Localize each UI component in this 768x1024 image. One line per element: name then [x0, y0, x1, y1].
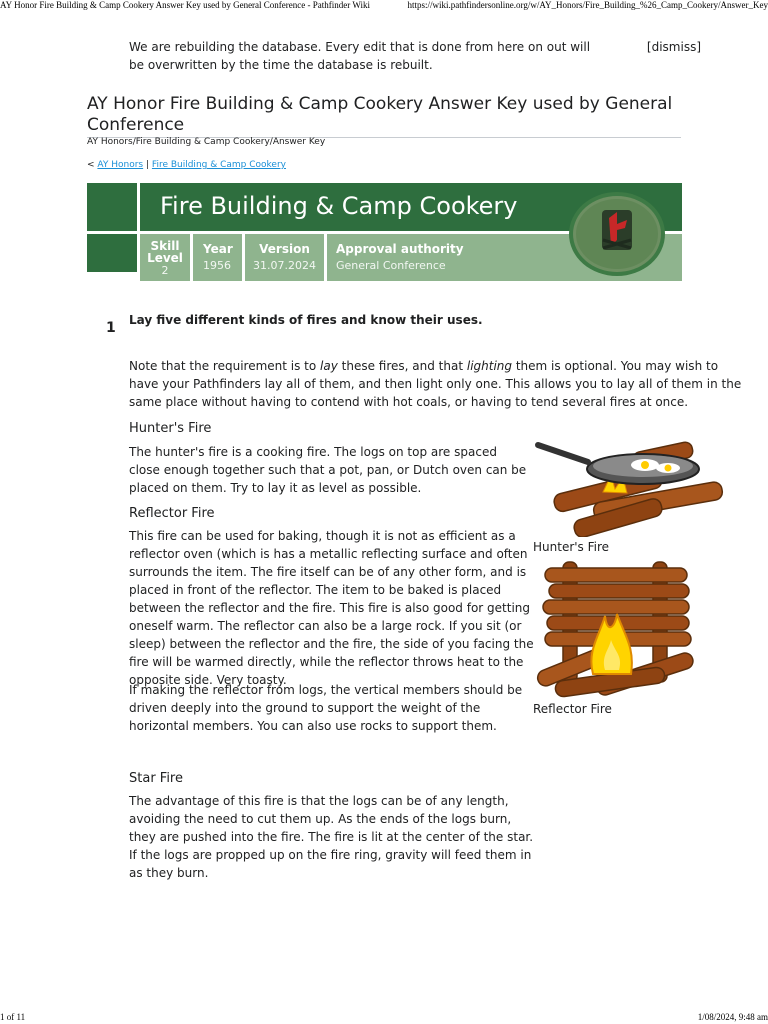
honor-name: Fire Building & Camp Cookery: [160, 192, 518, 220]
print-header-url: https://wiki.pathfindersonline.org/w/AY_Honors/Fire_Building_%26_Camp_Cookery/Answer_Key: [407, 0, 768, 10]
requirement-text: Lay five different kinds of fires and know their uses.: [129, 313, 483, 327]
breadcrumb-link-ay-honors[interactable]: AY Honors: [97, 160, 144, 170]
banner-square-bottom: [87, 234, 137, 272]
skill-level-label: Skill Level: [147, 239, 183, 265]
year-label: Year: [203, 242, 233, 256]
dismiss-link[interactable]: [dismiss]: [646, 40, 701, 54]
breadcrumb-prefix: <: [87, 160, 95, 170]
version-label: Version: [259, 242, 310, 256]
print-header: [0, 0, 768, 12]
banner-square-top: [87, 183, 137, 231]
print-footer: [0, 1012, 768, 1024]
requirement-number: 1: [106, 320, 116, 336]
hunters-fire-text: The hunter's fire is a cooking fire. The logs on top are spaced close enough together such that a pot, pan, or Dutch oven can be placed on them. Try to lay it as level as possible.: [129, 445, 527, 495]
version-cell: [245, 234, 324, 281]
skill-level-value: 2: [161, 264, 169, 277]
approval-value: General Conference: [336, 259, 446, 272]
intro-part3: them is optional. You may wish to have your Pathfinders lay all of them, and then light only one. This allows you to lay all of them in the same place without having to contend with hot coals, or having to tend several fires at once.: [129, 359, 742, 409]
approval-label: Approval authority: [336, 242, 464, 256]
intro-em-lay: lay: [320, 359, 338, 373]
reflector-fire-image: [535, 556, 695, 702]
intro-part2: these fires, and that: [337, 359, 467, 373]
breadcrumb: [87, 160, 286, 170]
honor-patch-icon: [567, 190, 667, 278]
honor-banner: [87, 183, 682, 281]
site-notice-text: We are rebuilding the database. Every edit that is done from here on out will be overwritten by the time the database is rebuilt.: [129, 40, 591, 72]
year-value: 1956: [203, 259, 231, 272]
print-header-title: AY Honor Fire Building & Camp Cookery Answer Key used by General Conference - Pathfinder Wiki: [0, 0, 370, 10]
site-notice: [129, 38, 701, 74]
hunters-fire-heading: Hunter's Fire: [129, 421, 212, 436]
reflector-fire-text-2: If making the reflector from logs, the vertical members should be driven deeply into the ground to support the weight of the horizontal members. You can also use rocks to support them.: [129, 683, 523, 733]
skill-level-cell: [140, 234, 190, 281]
page-title: AY Honor Fire Building & Camp Cookery Answer Key used by General Conference: [87, 94, 681, 138]
breadcrumb-separator: |: [146, 160, 150, 170]
version-value: 31.07.2024: [253, 259, 316, 272]
intro-paragraph: [129, 357, 744, 411]
star-fire-heading: Star Fire: [129, 771, 183, 786]
hunters-fire-caption: Hunter's Fire: [533, 540, 610, 554]
page-subtitle: AY Honors/Fire Building & Camp Cookery/Answer Key: [87, 137, 326, 147]
year-cell: [193, 234, 242, 281]
star-fire-text: The advantage of this fire is that the logs can be of any length, avoiding the need to cut them up. As the ends of the logs burn, they are pushed into the fire. The fire is lit at the center of the star. If the logs are propped up on the fire ring, gravity will feed them in as they burn.: [129, 794, 534, 880]
print-date: 1/08/2024, 9:48 am: [697, 1012, 768, 1022]
intro-part1: Note that the requirement is to: [129, 359, 321, 373]
reflector-fire-text: This fire can be used for baking, though it is not as efficient as a reflector oven (which is has a metallic reflecting surface and often surrounds the item. The fire itself can be of any other form, and is placed in front of the reflector. The item to be baked is placed between the reflector and the fire. This fire is also good for getting oneself warm. The reflector can also be a large rock. If you sit (or sleep) between the reflector and the fire, the side of you facing the fire will be warmed directly, while the reflector throws heat to the opposite side. Very toasty.: [129, 529, 534, 687]
hunters-fire-image: [533, 437, 729, 537]
breadcrumb-link-honor[interactable]: Fire Building & Camp Cookery: [151, 160, 286, 170]
reflector-fire-caption: Reflector Fire: [533, 702, 612, 716]
intro-em-lighting: lighting: [466, 359, 513, 373]
page-counter: 1 of 11: [0, 1012, 26, 1022]
reflector-fire-heading: Reflector Fire: [129, 506, 215, 521]
